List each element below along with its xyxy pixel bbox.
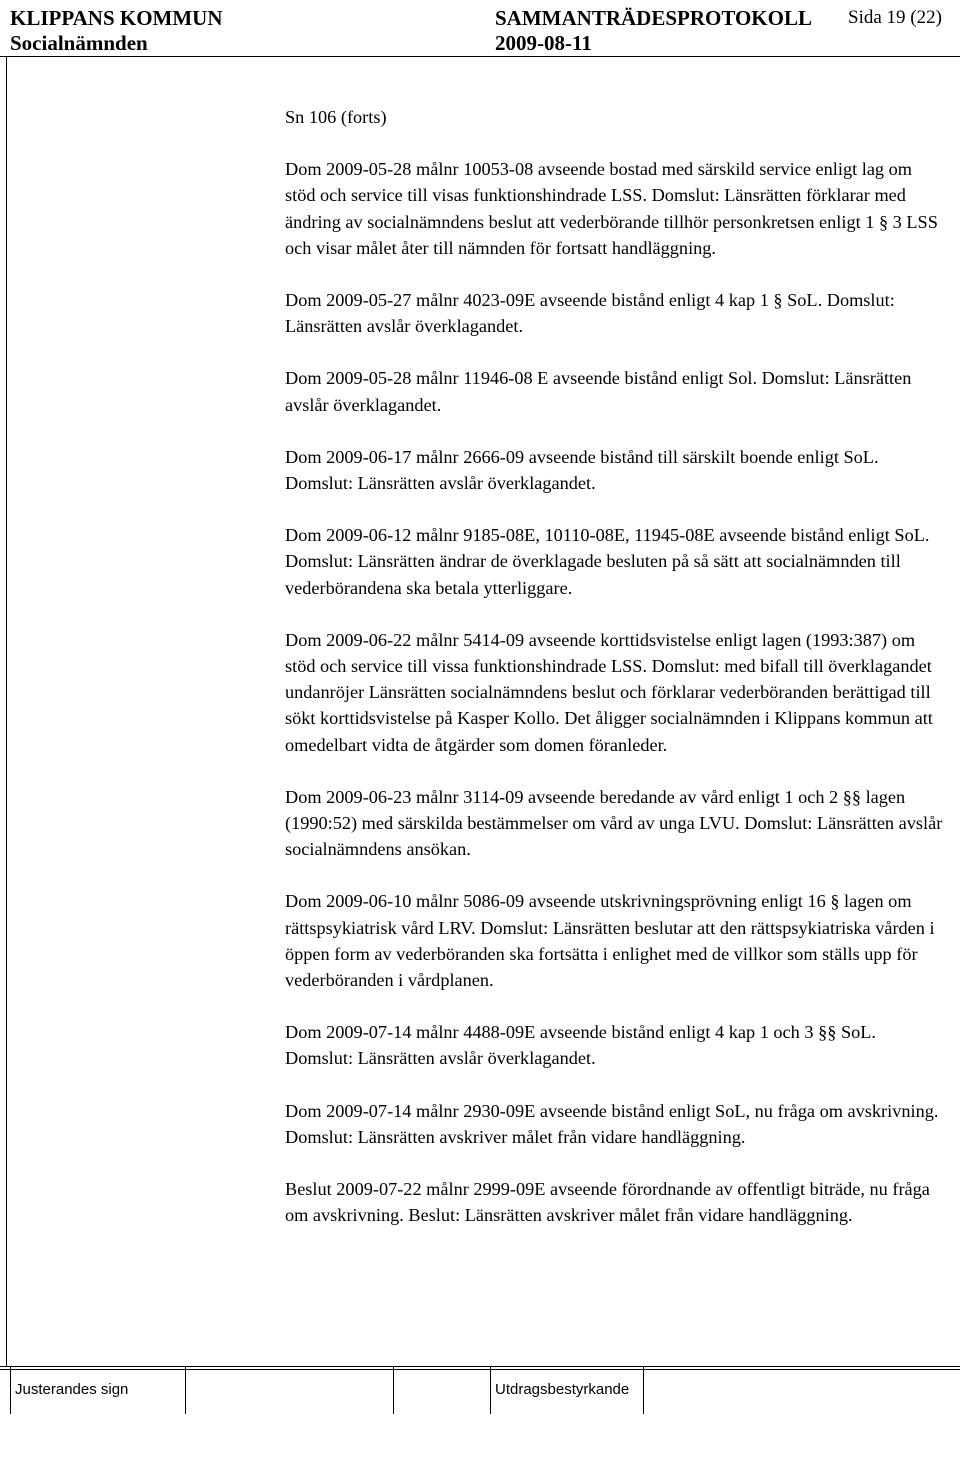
- protocol-body: [285, 104, 945, 1255]
- paragraph: Dom 2009-05-27 målnr 4023-09E avseende bistånd enligt 4 kap 1 § SoL. Domslut: Länsrätten avslår överklagandet.: [285, 290, 895, 337]
- page-header: [10, 6, 954, 56]
- paragraph: Dom 2009-05-28 målnr 11946-08 E avseende bistånd enligt Sol. Domslut: Länsrätten avslår överklagandet.: [285, 368, 912, 415]
- paragraph: Dom 2009-06-22 målnr 5414-09 avseende korttidsvistelse enligt lagen (1993:387) om stöd och service till vissa funktionshindrade LSS. Domslut: med bifall till överklagandet undanröjer Länsrätten socialnämndens beslut och förklarar vederböranden berättigad till sökt korttidsvistelse på Kasper Kollo. Det åligger socialnämnden i Klippans kommun att omedelbart vidta de åtgärder som domen föranleder.: [285, 629, 933, 755]
- section-heading: Sn 106 (forts): [285, 107, 387, 127]
- justerandes-sign-label: Justerandes sign: [15, 1381, 129, 1398]
- footer-cell-divider: [643, 1366, 644, 1414]
- footer-cell-divider: [490, 1366, 491, 1414]
- footer-cell-divider: [10, 1366, 11, 1414]
- header-divider: [0, 56, 960, 57]
- document-type: SAMMANTRÄDESPROTOKOLL: [495, 6, 812, 30]
- paragraph: Dom 2009-05-28 målnr 10053-08 avseende bostad med särskild service enligt lag om stöd och service till visas funktionshindrade LSS. Domslut: Länsrätten förklarar med ändring av socialnämndens beslut att vederbörande tillhör personkretsen enligt 1 § 3 LSS och visar målet åter till nämnden för fortsatt handläggning.: [285, 159, 938, 258]
- footer-cell-divider: [393, 1366, 394, 1414]
- meeting-date: 2009-08-11: [495, 31, 592, 55]
- department-name: Socialnämnden: [10, 31, 148, 55]
- utdragsbestyrkande-label: Utdragsbestyrkande: [495, 1381, 630, 1398]
- paragraph: Beslut 2009-07-22 målnr 2999-09E avseende förordnande av offentligt biträde, nu fråga om avskrivning. Beslut: Länsrätten avskriver målet från vidare handläggning.: [285, 1179, 930, 1226]
- paragraph: Dom 2009-06-10 målnr 5086-09 avseende utskrivningsprövning enligt 16 § lagen om rättspsykiatrisk vård LRV. Domslut: Länsrätten beslutar att den rättspsykiatriska vården i öppen form av vederböranden ska fortsätta i enlighet med de villkor som ställs upp för vederböranden i vårdplanen.: [285, 891, 935, 991]
- paragraph: Dom 2009-07-14 målnr 2930-09E avseende bistånd enligt SoL, nu fråga om avskrivning. Domslut: Länsrätten avskriver målet från vidare handläggning.: [285, 1100, 939, 1147]
- paragraph: Dom 2009-06-12 målnr 9185-08E, 10110-08E, 11945-08E avseende bistånd enligt SoL. Domslut: Länsrätten ändrar de överklagade besluten på så sätt att socialnämnden till vederbörandena ska betala ytterliggare.: [285, 525, 930, 598]
- footer-divider-bottom: [0, 1369, 960, 1370]
- footer-divider-top: [0, 1366, 960, 1367]
- paragraph: Dom 2009-07-14 målnr 4488-09E avseende bistånd enligt 4 kap 1 och 3 §§ SoL. Domslut: Länsrätten avslår överklagandet.: [285, 1022, 876, 1069]
- organization-name: KLIPPANS KOMMUN: [10, 6, 223, 30]
- left-margin-rule: [6, 56, 7, 1366]
- paragraph: Dom 2009-06-23 målnr 3114-09 avseende beredande av vård enligt 1 och 2 §§ lagen (1990:52) med särskilda bestämmelser om vård av unga LVU. Domslut: Länsrätten avslår socialnämndens ansökan.: [285, 786, 943, 860]
- page-number: Sida 19 (22): [848, 7, 942, 28]
- paragraph: Dom 2009-06-17 målnr 2666-09 avseende bistånd till särskilt boende enligt SoL. Domslut: Länsrätten avslår överklagandet.: [285, 446, 879, 494]
- footer-cell-divider: [185, 1366, 186, 1414]
